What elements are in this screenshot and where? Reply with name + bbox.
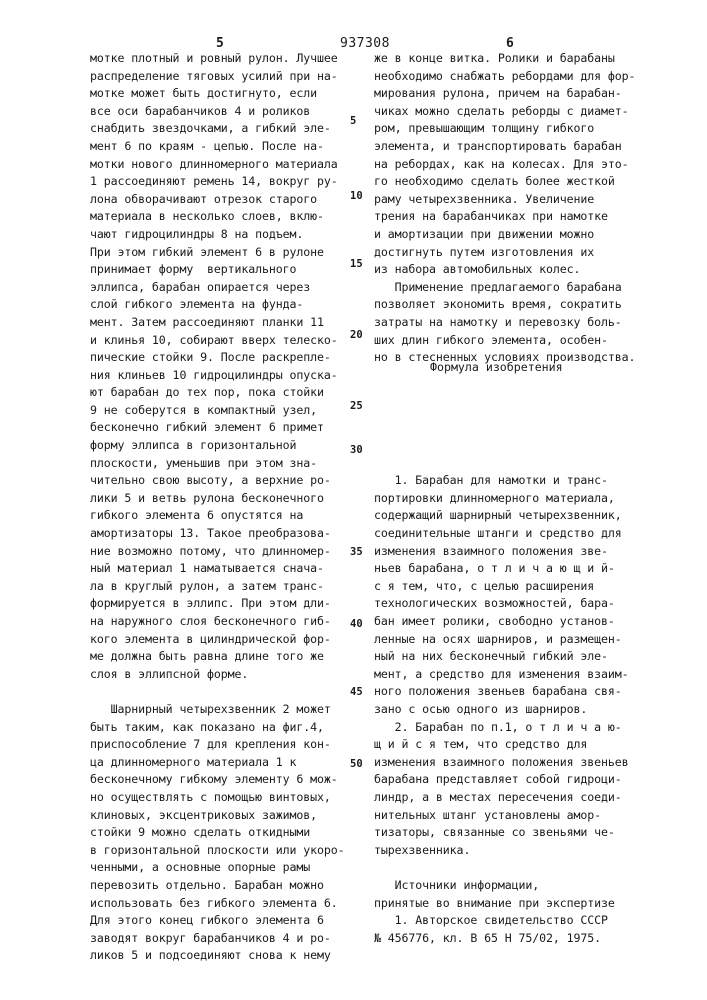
line-number: 45 xyxy=(350,686,363,698)
text-line: использовать без гибкого элемента 6. xyxy=(90,895,358,913)
line-number: 40 xyxy=(350,618,363,630)
text-line: лики 5 и ветвь рулона бесконечного xyxy=(90,490,358,508)
text-line: щ и й с я тем, что средство для xyxy=(374,736,644,754)
text-line: ла в круглый рулон, а затем транс- xyxy=(90,578,358,596)
text-line: ный материал 1 наматывается снача- xyxy=(90,560,358,578)
text-line: слой гибкого элемента на фундa- xyxy=(90,296,358,314)
line-number: 25 xyxy=(350,400,363,412)
text-line: стойки 9 можно сделать откидными xyxy=(90,824,358,842)
text-line: тизаторы, связанные со звеньями че- xyxy=(374,824,644,842)
text-line xyxy=(374,437,644,455)
text-line: Для этого конец гибкого элемента 6 xyxy=(90,912,358,930)
text-line: лона обворачивают отрезок старого xyxy=(90,191,358,209)
text-line: изменения взаимного положения зве- xyxy=(374,543,644,561)
text-line: бесконечному гибкому элементу 6 мож- xyxy=(90,771,358,789)
text-line: 1. Авторское свидетельство СССР xyxy=(374,912,644,930)
text-line: снабдить звездочками, а гибкий эле- xyxy=(90,120,358,138)
text-line: мотки нового длинномерного материала xyxy=(90,156,358,174)
text-line: затраты на намотку и перевозку боль- xyxy=(374,314,644,332)
text-line xyxy=(374,455,644,473)
text-line: 1 рассоединяют ремень 14, вокруг ру- xyxy=(90,173,358,191)
text-line: но в стесненных условиях производства. xyxy=(374,349,644,367)
text-line: Шарнирный четырехзвенник 2 может xyxy=(90,701,358,719)
text-line: с я тем, что, с целью расширения xyxy=(374,578,644,596)
text-line: трения на барабанчиках при намотке xyxy=(374,208,644,226)
text-line: нительных штанг установлены амор- xyxy=(374,807,644,825)
text-line: эллипса, барабан опирается через xyxy=(90,279,358,297)
text-line: и клинья 10, собирают вверх телеско- xyxy=(90,332,358,350)
text-line: ром, превышающим толщину гибкого xyxy=(374,120,644,138)
text-line: принятые во внимание при экспертизе xyxy=(374,895,644,913)
text-line: чиках можно сделать реборды с диамет- xyxy=(374,103,644,121)
text-line: чительно свою высоту, а верхние ро- xyxy=(90,472,358,490)
text-line: зано с осью одного из шарниров. xyxy=(374,701,644,719)
text-line: барабана представляет собой гидроци- xyxy=(374,771,644,789)
line-number: 50 xyxy=(350,758,363,770)
text-line: технологических возможностей, бара- xyxy=(374,595,644,613)
text-line: мирования рулона, причем на барабан- xyxy=(374,85,644,103)
text-line: соединительные штанги и средство для xyxy=(374,525,644,543)
text-line: принимает форму вертикального xyxy=(90,261,358,279)
text-line xyxy=(90,683,358,701)
text-line: пические стойки 9. После раскрепле- xyxy=(90,349,358,367)
text-line: ченными, а основные опорные рамы xyxy=(90,859,358,877)
text-line: формируется в эллипс. При этом дли- xyxy=(90,595,358,613)
text-line: ме должна быть равна длине того же xyxy=(90,648,358,666)
text-line: слоя в эллипсной форме. xyxy=(90,666,358,684)
text-line: Источники информации, xyxy=(374,877,644,895)
text-line: ньев барабана, о т л и ч а ю щ и й- xyxy=(374,560,644,578)
text-line xyxy=(374,859,644,877)
line-number: 15 xyxy=(350,258,363,270)
text-line: необходимо снабжать ребордами для фор- xyxy=(374,68,644,86)
text-line: содержащий шарнирный четырехзвенник, xyxy=(374,507,644,525)
text-line: ца длинномерного материала 1 к xyxy=(90,754,358,772)
text-line: линдр, а в местах пересечения соеди- xyxy=(374,789,644,807)
text-line: мотке может быть достигнуто, если xyxy=(90,85,358,103)
text-line: изменения взаимного положения звеньев xyxy=(374,754,644,772)
text-line: на ребордах, как на колесах. Для это- xyxy=(374,156,644,174)
line-number: 10 xyxy=(350,190,363,202)
claims-heading: Формула изобретения xyxy=(430,360,563,374)
text-line: перевозить отдельно. Барабан можно xyxy=(90,877,358,895)
text-line: 1. Барабан для намотки и транс- xyxy=(374,472,644,490)
text-line: распределение тяговых усилий при на- xyxy=(90,68,358,86)
text-line: материала в несколько слоев, вклю- xyxy=(90,208,358,226)
text-line: клиновых, эксцентриковых зажимов, xyxy=(90,807,358,825)
text-line: достигнуть путем изготовления их xyxy=(374,244,644,262)
text-line: все оси барабанчиков 4 и роликов xyxy=(90,103,358,121)
left-text-column xyxy=(90,50,358,965)
text-line: мотке плотный и ровный рулон. Лучшее xyxy=(90,50,358,68)
text-line: заводят вокруг барабанчиков 4 и ро- xyxy=(90,930,358,948)
text-line xyxy=(374,419,644,437)
text-line: амортизаторы 13. Такое преобразова- xyxy=(90,525,358,543)
right-text-column xyxy=(374,50,644,947)
line-number: 5 xyxy=(350,115,356,127)
text-line: Применение предлагаемого барабана xyxy=(374,279,644,297)
text-line: ния клиньев 10 гидроцилиндры опускa- xyxy=(90,367,358,385)
text-line xyxy=(374,402,644,420)
text-line: элемента, и транспортировать барабан xyxy=(374,138,644,156)
text-line: раму четырехзвенника. Увеличение xyxy=(374,191,644,209)
text-line: При этом гибкий элемент 6 в рулоне xyxy=(90,244,358,262)
line-number: 35 xyxy=(350,546,363,558)
text-line: ние возможно потому, что длинномер- xyxy=(90,543,358,561)
text-line: 2. Барабан по п.1, о т л и ч а ю- xyxy=(374,719,644,737)
text-line: ный на них бесконечный гибкий эле- xyxy=(374,648,644,666)
text-line: но осуществлять с помощью винтовых, xyxy=(90,789,358,807)
line-number: 30 xyxy=(350,444,363,456)
text-line: быть таким, как показано на фиг.4, xyxy=(90,719,358,737)
text-line: бесконечно гибкий элемент 6 примет xyxy=(90,419,358,437)
text-line: го необходимо сделать более жесткой xyxy=(374,173,644,191)
text-line: бан имеет ролики, свободно установ- xyxy=(374,613,644,631)
text-line: гибкого элемента 6 опустятся на xyxy=(90,507,358,525)
text-line: ленные на осях шарниров, и размещен- xyxy=(374,631,644,649)
text-line: портировки длинномерного материала, xyxy=(374,490,644,508)
text-line: же в конце витка. Ролики и барабаны xyxy=(374,50,644,68)
text-line xyxy=(374,384,644,402)
text-line: чают гидроцилиндры 8 на подъем. xyxy=(90,226,358,244)
text-line: кого элемента в цилиндрической фор- xyxy=(90,631,358,649)
text-line: и амортизации при движении можно xyxy=(374,226,644,244)
page-number-left: 5 xyxy=(216,36,224,51)
document-number: 937308 xyxy=(340,36,390,51)
text-line: мент. Затем рассоединяют планки 11 xyxy=(90,314,358,332)
text-line: плоскости, уменьшив при этом зна- xyxy=(90,455,358,473)
text-line: № 456776, кл. В 65 Н 75/02, 1975. xyxy=(374,930,644,948)
line-number: 20 xyxy=(350,329,363,341)
text-line: позволяет экономить время, сократить xyxy=(374,296,644,314)
text-line: в горизонтальной плоскости или укоро- xyxy=(90,842,358,860)
text-line: мент, а средство для изменения взаим- xyxy=(374,666,644,684)
text-line: 9 не соберутся в компактный узел, xyxy=(90,402,358,420)
page-number-right: 6 xyxy=(506,36,514,51)
text-line: ших длин гибкого элемента, особен- xyxy=(374,332,644,350)
text-line: ют барабан до тех пор, пока стойки xyxy=(90,384,358,402)
text-line: ликов 5 и подсоединяют снова к нему xyxy=(90,947,358,965)
text-line: ного положения звеньев барабана свя- xyxy=(374,683,644,701)
text-line: из набора автомобильных колес. xyxy=(374,261,644,279)
text-line: приспособление 7 для крепления кон- xyxy=(90,736,358,754)
text-line: тырехзвенника. xyxy=(374,842,644,860)
text-line: мент 6 по краям - цепью. После на- xyxy=(90,138,358,156)
text-line: форму эллипса в горизонтальной xyxy=(90,437,358,455)
text-line: на наружного слоя бесконечного гиб- xyxy=(90,613,358,631)
